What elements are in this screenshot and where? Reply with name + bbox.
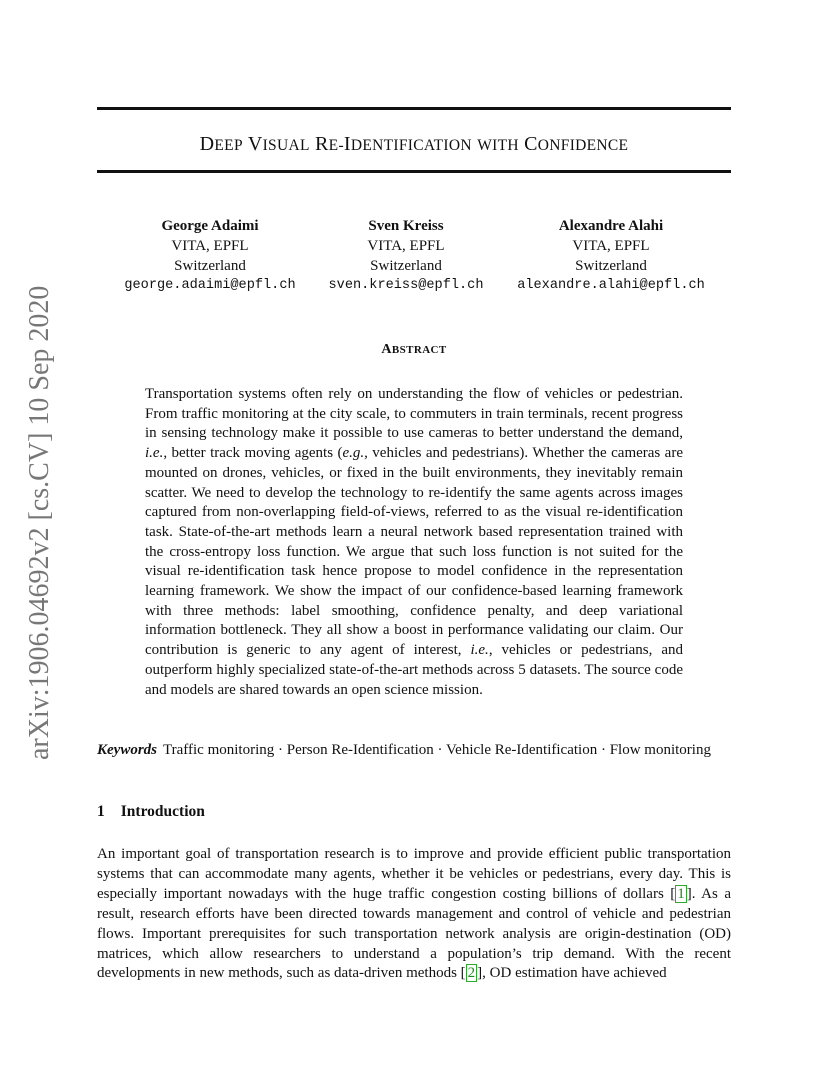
abstract-text: Transportation systems often rely on understanding the flow of vehicles or pedestrian. From traffic monitoring at the city scale, to commuters in train terminals, recent progress in sensing technology make it possible to use cameras to better understand the demand, i.e., better track moving agents (e.g., vehicles and pedestrians). Whether the cameras are mounted on drones, vehicles, or fixed in the built environments, they inevitably remain scatter. We need to develop the technology to re-identify the same agents across images captured from non-overlapping field-of-views, referred to as the visual re-identification task. State-of-the-art methods learn a neural network based representation trained with the cross-entropy loss function. We argue that such loss function is not suited for the visual re-identification task hence propose to model confidence in the representation learning framework. We show the impact of our confidence-based learning framework with three methods: label smoothing, confidence penalty, and deep variational information bottleneck. They all show a boost in performance validating our claim. Our contribution is generic to any agent of interest, i.e., vehicles or pedestrians, and outperform highly specialized state-of-the-art methods across 5 datasets. The source code and models are shared towards an open science mission. bbox=[145, 386, 683, 698]
keywords bbox=[97, 740, 731, 760]
abstract-heading: ABSTRACT bbox=[381, 342, 447, 357]
author-country: Switzerland bbox=[575, 258, 647, 274]
author-affiliation: VITA, EPFL bbox=[171, 238, 249, 254]
title-rule-top bbox=[97, 107, 731, 110]
author-affiliation: VITA, EPFL bbox=[572, 238, 650, 254]
paper-title bbox=[97, 131, 731, 159]
author-block bbox=[291, 216, 521, 296]
author-email[interactable]: sven.kreiss@epfl.ch bbox=[328, 278, 484, 293]
title-rule-bottom bbox=[97, 170, 731, 173]
title-word-3: RE-IDENTIFICATION bbox=[315, 133, 472, 155]
author-country: Switzerland bbox=[370, 258, 442, 274]
author-block bbox=[496, 216, 726, 296]
title-word-4: WITH bbox=[477, 137, 519, 154]
keywords-list: Traffic monitoring · Person Re-Identification · Vehicle Re-Identification · Flow monitoring bbox=[163, 742, 711, 758]
title-word-1: DEEP bbox=[199, 133, 243, 155]
section-heading: 1 Introduction bbox=[97, 803, 205, 820]
title-word-5: CONFIDENCE bbox=[524, 133, 629, 155]
arxiv-stamp: arXiv:1906.04692v2 [cs.CV] 10 Sep 2020 bbox=[24, 285, 55, 760]
author-name: Sven Kreiss bbox=[368, 218, 444, 234]
keywords-label: Keywords bbox=[97, 742, 157, 758]
author-name: George Adaimi bbox=[161, 218, 259, 234]
author-country: Switzerland bbox=[174, 258, 246, 274]
title-word-2: VISUAL bbox=[247, 133, 310, 155]
introduction-text: An important goal of transportation research is to improve and provide efficient public transportation systems that can accommodate many agents, whether it be vehicles or pedestrians, every day. This is especially important nowadays with the huge traffic congestion costing billions of dollars [ 1 ]. As a result, research efforts have been directed towards management and control of vehicle and pedestrian flows. Important prerequisites for such transportation network analysis are origin-destination (OD) matrices, which allow researchers to understand a population’s trip demand. With the recent developments in new methods, such as data-driven methods [ 2 ], OD estimation have achieved bbox=[97, 846, 731, 982]
author-email[interactable]: george.adaimi@epfl.ch bbox=[124, 278, 296, 293]
author-email[interactable]: alexandre.alahi@epfl.ch bbox=[517, 278, 705, 293]
citation-link[interactable]: 2 bbox=[467, 965, 476, 982]
author-affiliation: VITA, EPFL bbox=[367, 238, 445, 254]
author-name: Alexandre Alahi bbox=[558, 218, 664, 234]
citation-link[interactable]: 1 bbox=[677, 885, 685, 902]
